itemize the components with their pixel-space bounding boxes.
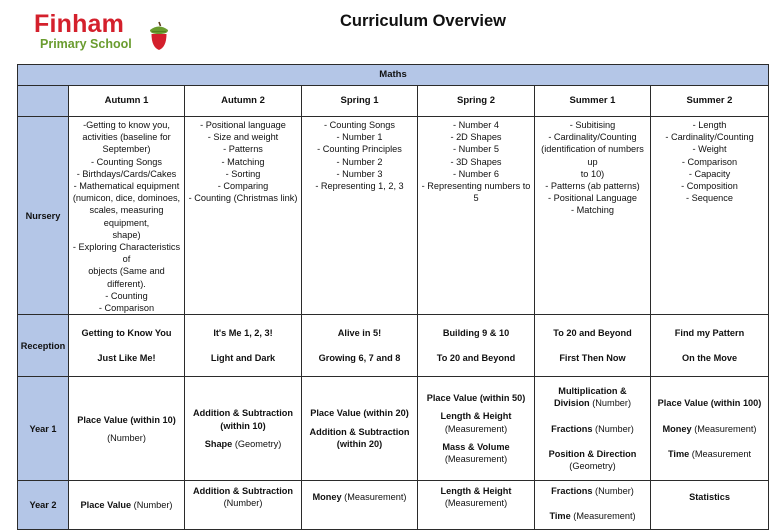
unit-title: Growing 6, 7 and 8 [318, 353, 401, 364]
year1-spring2-cell [418, 377, 535, 481]
unit-title: To 20 and Beyond [436, 353, 516, 364]
list-item: (numicon, dice, dominoes, [72, 193, 181, 204]
unit-title: Position & Direction [548, 448, 637, 459]
list-item: (identification of numbers up [541, 144, 644, 167]
unit-title: Place Value (within 100) [657, 398, 762, 409]
list-item: - 3D Shapes [450, 156, 502, 167]
unit-title: Getting to Know You [81, 328, 172, 339]
list-item: - Cardinality/Counting [548, 132, 637, 143]
year1-summer2-cell [651, 377, 769, 481]
list-item: - Comparison [98, 303, 155, 314]
term-header-row [18, 86, 769, 117]
unit-strand: (Measurement) [570, 511, 636, 522]
curriculum-table [17, 64, 769, 530]
list-item: - Subitising [569, 120, 616, 130]
reception-spring2-cell [418, 315, 535, 377]
list-item: - Length [692, 120, 727, 130]
year1-autumn1-cell [69, 377, 185, 481]
unit-strand: (Number) [107, 432, 146, 443]
subject-title: Maths [18, 65, 769, 86]
unit-strand: (Measurement [689, 448, 752, 459]
unit-strand: (Number) [589, 398, 632, 409]
term-header: Autumn 1 [69, 86, 185, 117]
list-item: activities (baseline for [82, 132, 171, 143]
unit-title: Place Value (within 50) [426, 393, 526, 404]
list-item: - Number 2 [336, 156, 383, 167]
list-item: - 2D Shapes [450, 132, 502, 143]
list-item: - Number 4 [453, 120, 499, 130]
unit-title: Statistics [689, 492, 730, 503]
unit-title: Time [667, 448, 690, 459]
school-logo [34, 10, 164, 54]
unit-title: Building 9 & 10 [442, 328, 510, 339]
unit-title: Division [553, 398, 590, 409]
unit-title: Length & Height [440, 411, 512, 422]
school-subtitle: Primary School [40, 37, 132, 51]
unit-strand: (Geometry) [569, 461, 616, 472]
unit-strand: (Geometry) [232, 438, 282, 449]
unit-strand: (Measurement) [444, 423, 508, 434]
year2-spring2-cell [418, 481, 535, 530]
list-item: - Sequence [686, 193, 733, 204]
page-title: Curriculum Overview [340, 12, 506, 30]
unit-title: Find my Pattern [674, 328, 745, 339]
list-item: - Counting [105, 290, 148, 301]
list-item: - Patterns (ab patterns) [545, 181, 640, 192]
year1-autumn2-cell [185, 377, 302, 481]
school-name: Finham [34, 10, 125, 38]
list-item: - Counting Principles [317, 144, 402, 155]
list-item: - Weight [692, 144, 727, 155]
year2-autumn2-cell [185, 481, 302, 530]
term-header: Spring 1 [302, 86, 418, 117]
list-item: shape) [112, 229, 141, 240]
list-item: - Matching [221, 156, 265, 167]
list-item: - Sorting [225, 168, 261, 179]
unit-title: Fractions [551, 423, 593, 434]
term-header: Autumn 2 [185, 86, 302, 117]
list-item: - Counting Songs [91, 156, 162, 167]
list-item: scales, measuring equipment, [89, 205, 164, 228]
unit-strand: (Measurement) [444, 498, 508, 509]
list-item: - Composition [681, 181, 738, 192]
list-item: September) [102, 144, 151, 155]
unit-title: Light and Dark [210, 353, 276, 364]
list-item: - Number 1 [336, 132, 383, 143]
list-item: - Number 5 [453, 144, 499, 155]
list-item: - Comparing [217, 181, 269, 192]
reception-summer1-cell [535, 315, 651, 377]
unit-title: Addition & Subtraction [192, 486, 294, 497]
list-item: - Size and weight [207, 132, 279, 143]
unit-strand: (Number) [592, 423, 634, 434]
list-item: objects (Same and different). [88, 266, 165, 289]
list-item: - Positional language [200, 120, 286, 130]
unit-title: Multiplication & [558, 386, 627, 397]
row-label-year1: Year 1 [18, 377, 69, 481]
unit-strand: (Measurement) [691, 423, 757, 434]
year2-summer2-cell [651, 481, 769, 530]
year1-row [18, 377, 769, 481]
unit-title: (within 20) [336, 438, 383, 449]
list-item: - Cardinality/Counting [665, 132, 754, 143]
unit-title: Addition & Subtraction [192, 408, 294, 419]
list-item: -Getting to know you, [83, 120, 170, 130]
list-item: - Representing numbers to 5 [421, 181, 531, 204]
unit-title: (within 10) [220, 420, 266, 431]
list-item: - Counting (Christmas link) [188, 193, 298, 204]
unit-title: Just Like Me! [97, 353, 156, 364]
unit-title: Place Value (within 10) [77, 414, 176, 425]
list-item: - Representing 1, 2, 3 [315, 181, 404, 192]
year2-row [18, 481, 769, 530]
list-item: - Capacity [688, 168, 731, 179]
unit-strand: (Number) [131, 500, 173, 511]
reception-row [18, 315, 769, 377]
nursery-summer1-cell [535, 117, 651, 315]
acorn-icon [148, 21, 170, 51]
list-item: to 10) [580, 168, 605, 179]
unit-title: Length & Height [440, 486, 512, 497]
year2-summer1-cell [535, 481, 651, 530]
row-label-reception: Reception [18, 315, 69, 377]
list-item: - Number 3 [336, 168, 383, 179]
unit-strand: (Measurement) [341, 492, 407, 503]
unit-title: Time [549, 511, 571, 522]
term-header: Spring 2 [418, 86, 535, 117]
list-item: - Comparison [681, 156, 738, 167]
unit-strand: (Number) [592, 486, 634, 497]
unit-title: Money [312, 492, 342, 503]
reception-summer2-cell [651, 315, 769, 377]
nursery-summer2-cell [651, 117, 769, 315]
unit-title: On the Move [681, 353, 738, 364]
list-item: - Counting Songs [324, 120, 395, 130]
nursery-row [18, 117, 769, 315]
unit-strand: (Measurement) [444, 454, 508, 465]
reception-spring1-cell [302, 315, 418, 377]
year2-autumn1-cell [69, 481, 185, 530]
list-item: - Patterns [223, 144, 263, 155]
unit-title: Place Value [80, 500, 132, 511]
unit-title: Fractions [551, 486, 593, 497]
nursery-spring1-cell [302, 117, 418, 315]
unit-title: Money [662, 423, 692, 434]
unit-title: Addition & Subtraction [309, 426, 410, 437]
year2-spring1-cell [302, 481, 418, 530]
list-item: - Birthdays/Cards/Cakes [76, 168, 177, 179]
unit-strand: (Number) [223, 498, 263, 509]
list-item: - Mathematical equipment [73, 181, 180, 192]
nursery-autumn2-cell [185, 117, 302, 315]
year1-summer1-cell [535, 377, 651, 481]
year1-spring1-cell [302, 377, 418, 481]
subject-band-row [18, 65, 769, 86]
list-item: - Exploring Characteristics of [72, 242, 181, 265]
reception-autumn2-cell [185, 315, 302, 377]
corner-cell [18, 86, 69, 117]
reception-autumn1-cell [69, 315, 185, 377]
list-item: - Number 6 [453, 168, 499, 179]
unit-title: Mass & Volume [442, 441, 510, 452]
row-label-year2: Year 2 [18, 481, 69, 530]
unit-title: Alive in 5! [337, 328, 382, 339]
unit-title: Shape [204, 438, 233, 449]
unit-title: First Then Now [559, 353, 626, 364]
unit-title: To 20 and Beyond [553, 328, 632, 339]
row-label-nursery: Nursery [18, 117, 69, 315]
unit-title: Place Value (within 20) [310, 408, 409, 419]
nursery-autumn1-cell [69, 117, 185, 315]
list-item: - Matching [571, 205, 614, 216]
term-header: Summer 1 [535, 86, 651, 117]
list-item: - Positional Language [548, 193, 637, 204]
term-header: Summer 2 [651, 86, 769, 117]
nursery-spring2-cell [418, 117, 535, 315]
unit-title: It's Me 1, 2, 3! [213, 328, 273, 339]
